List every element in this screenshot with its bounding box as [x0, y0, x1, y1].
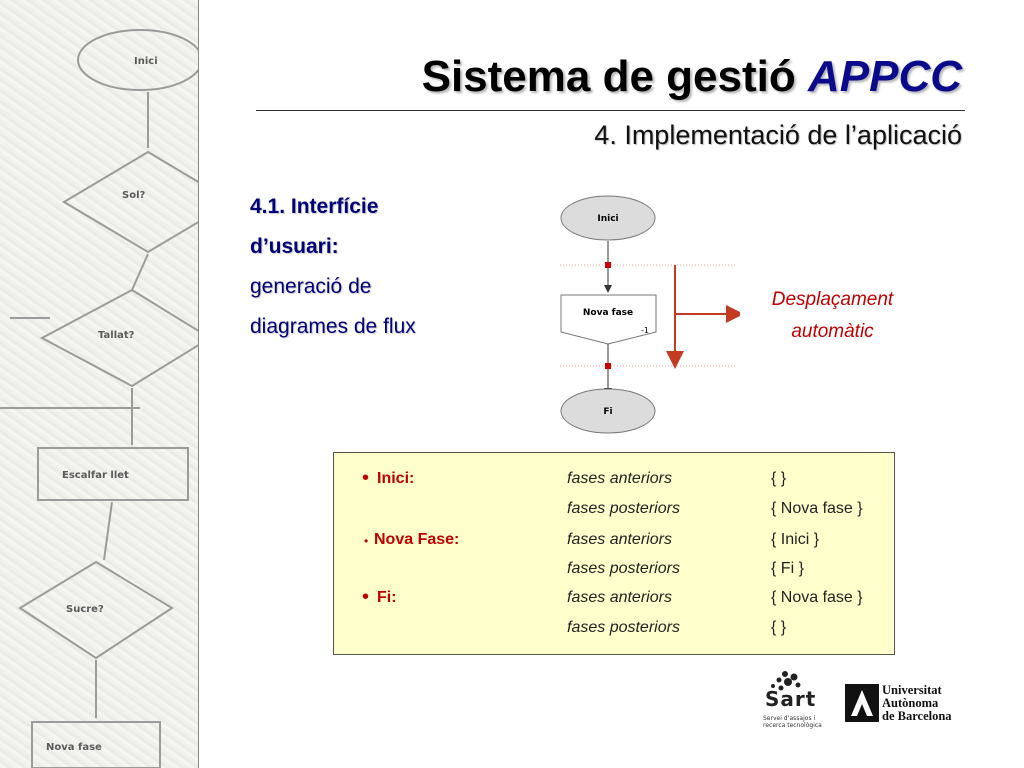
- uab-line2: Autònoma: [882, 696, 939, 710]
- process-node-note: -1: [641, 326, 649, 335]
- phase-label: fases posteriors: [567, 500, 680, 517]
- sidebar-node-label: Inici: [134, 56, 158, 67]
- bullet-icon: •: [362, 586, 370, 608]
- phase-set: { Nova fase }: [771, 589, 863, 606]
- process-node-label: Nova fase: [582, 308, 634, 318]
- sidebar-decision-node: [64, 152, 198, 252]
- sidebar-flowchart: [0, 0, 198, 768]
- section-heading-line1: 4.1. Interfície: [250, 195, 379, 218]
- title-main: Sistema de gestió: [421, 52, 796, 101]
- phase-label: fases anteriors: [567, 531, 672, 548]
- node-name: Inici:: [377, 470, 415, 487]
- sart-sub-line1: Servei d’assajos i: [763, 715, 816, 722]
- section-intro: [250, 187, 530, 347]
- sart-logo-subtitle: [763, 715, 833, 729]
- sart-logo-text: Sart: [765, 687, 817, 711]
- uab-logo-mark: [845, 684, 879, 722]
- phase-label: fases posteriors: [567, 560, 680, 577]
- phase-set: { Nova fase }: [771, 500, 863, 517]
- uab-logo-text: [882, 684, 952, 723]
- start-node-label: Inici: [597, 214, 619, 224]
- uab-line3: de Barcelona: [882, 709, 952, 723]
- page-title: [422, 52, 962, 102]
- page-subtitle: 4. Implementació de l’aplicació: [594, 120, 962, 150]
- flowchart-diagram: [540, 185, 740, 440]
- sidebar-flowchart-decoration: [0, 0, 199, 768]
- phase-label: fases anteriors: [567, 589, 672, 606]
- sidebar-node-label: Tallat?: [98, 330, 135, 341]
- annotation-line2: automàtic: [791, 321, 874, 342]
- uab-line1: Universitat: [882, 683, 942, 697]
- connector-marker: [605, 262, 611, 268]
- table-row: [334, 560, 894, 584]
- phase-set: { Fi }: [771, 560, 804, 577]
- table-row: [334, 531, 894, 555]
- table-row: [334, 619, 894, 643]
- sart-sub-line2: recerca tecnològica: [763, 722, 822, 729]
- node-name: Nova Fase:: [374, 531, 460, 548]
- node-name: Fi:: [377, 589, 397, 606]
- logos-footer: [755, 668, 970, 738]
- phases-table: [333, 452, 895, 655]
- phase-set: { }: [771, 619, 787, 636]
- title-divider: [256, 110, 965, 111]
- bullet-icon: •: [362, 467, 370, 489]
- sidebar-node-label: Escalfar llet: [62, 470, 129, 481]
- title-accent: APPCC: [807, 52, 962, 101]
- section-body-line1: generació de: [250, 275, 372, 298]
- bullet-icon: •: [364, 534, 369, 548]
- end-node-label: Fi: [603, 407, 613, 417]
- phase-label: fases anteriors: [567, 470, 672, 487]
- auto-shift-annotation: [745, 284, 920, 348]
- sidebar-node-label: Sucre?: [66, 604, 104, 615]
- sidebar-node-label: Sol?: [122, 190, 146, 201]
- sidebar-node-label: Nova fase: [46, 742, 102, 753]
- phase-set: { }: [771, 470, 787, 487]
- phase-set: { Inici }: [771, 531, 820, 548]
- table-row: [334, 467, 894, 494]
- table-row: [334, 586, 894, 613]
- annotation-line1: Desplaçament: [771, 289, 894, 310]
- table-row: [334, 500, 894, 524]
- phase-label: fases posteriors: [567, 619, 680, 636]
- section-heading-line2: d’usuari:: [250, 235, 339, 258]
- section-body-line2: diagrames de flux: [250, 315, 416, 338]
- process-node: [561, 295, 656, 344]
- connector-marker: [605, 363, 611, 369]
